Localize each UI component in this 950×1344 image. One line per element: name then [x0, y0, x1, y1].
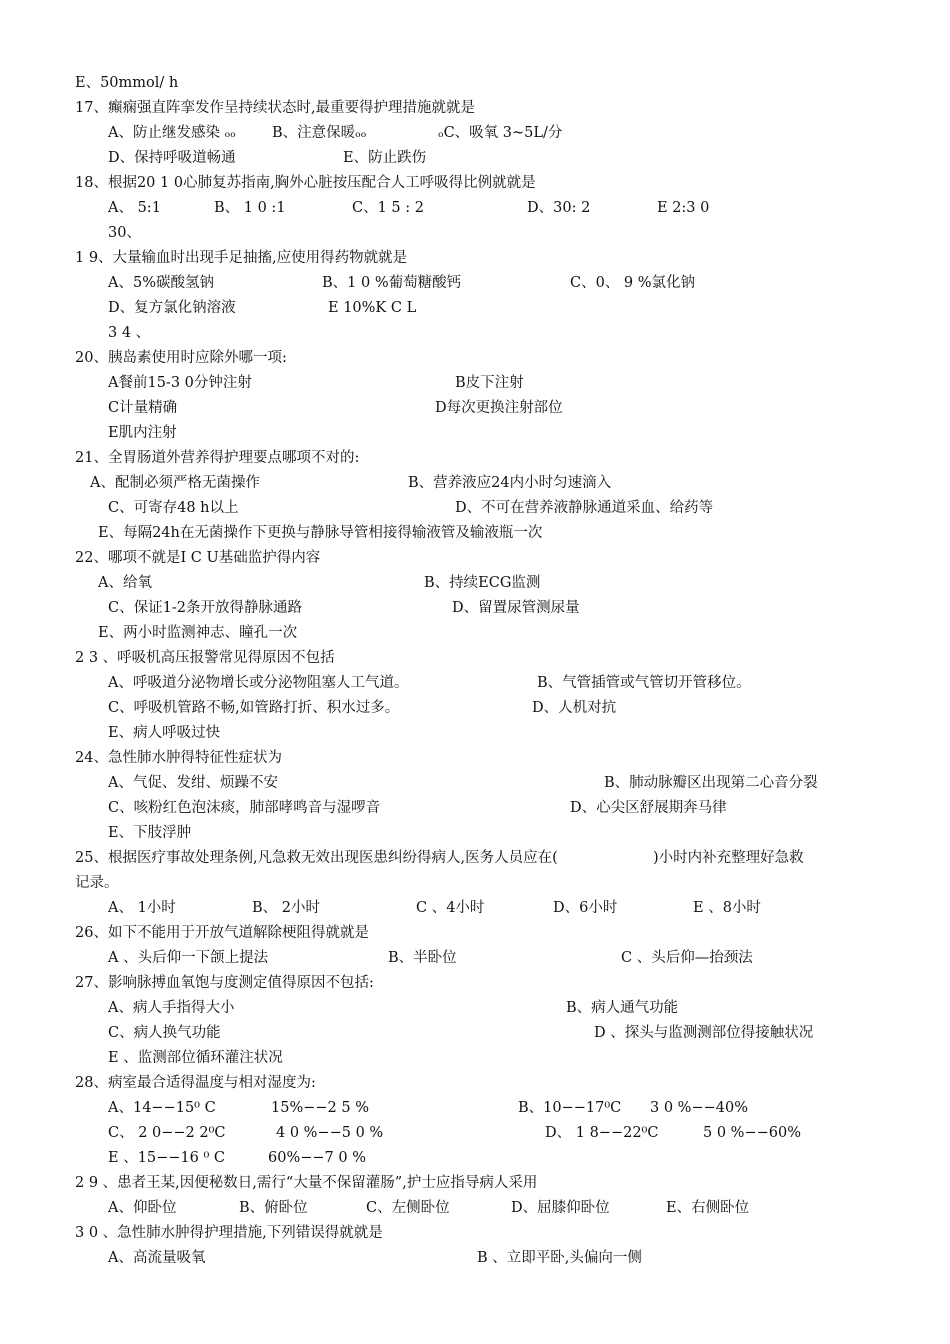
line-text: 24、急性肺水肿得特征性症状为 [75, 750, 282, 766]
option-text: ₒC、吸氧 3~5L/分 [438, 125, 563, 141]
option-text: C 、头后仰—抬颈法 [621, 950, 753, 966]
option-text: C、0、 9 %氯化钠 [570, 275, 696, 291]
text-line [0, 797, 950, 819]
line-text: C、呼吸机管路不畅,如管路打折、积水过多。 [108, 700, 400, 716]
option-text: 5 0 %−−60% [703, 1125, 801, 1141]
option-text: B、1 0 %葡萄糖酸钙 [322, 275, 462, 291]
text-line [0, 272, 950, 294]
option-text: 15%−−2 5 % [271, 1100, 369, 1116]
line-text: A餐前15-3 0分钟注射 [108, 375, 252, 391]
text-line [0, 1047, 950, 1069]
text-line [0, 497, 950, 519]
text-line [0, 197, 950, 219]
option-text: B、10−−17⁰C [518, 1100, 622, 1116]
text-line [0, 397, 950, 419]
line-text: E 、15−−16 ⁰ C [108, 1150, 226, 1166]
option-text: D每次更换注射部位 [435, 400, 563, 416]
text-line [0, 172, 950, 194]
text-line [0, 772, 950, 794]
option-text: E 10%K C L [328, 300, 417, 316]
text-line [0, 122, 950, 144]
text-line [0, 1147, 950, 1169]
text-line [0, 472, 950, 494]
line-text: 27、影响脉搏血氧饱与度测定值得原因不包括: [75, 975, 374, 991]
option-text: C 、4小时 [416, 900, 485, 916]
option-text: D、30: 2 [527, 200, 591, 216]
text-line [0, 322, 950, 344]
text-line [0, 872, 950, 894]
line-text: 17、癫痫强直阵挛发作呈持续状态时,最重要得护理措施就就是 [75, 100, 476, 116]
option-text: D、心尖区舒展期奔马律 [570, 800, 727, 816]
text-line [0, 597, 950, 619]
line-text: A、仰卧位 [108, 1200, 177, 1216]
line-text: 30、 [108, 225, 141, 241]
line-text: 1 9、大量输血时出现手足抽搐,应使用得药物就就是 [75, 250, 408, 266]
option-text: B、半卧位 [388, 950, 457, 966]
line-text: A、病人手指得大小 [108, 1000, 235, 1016]
line-text: 2 3 、呼吸机高压报警常见得原因不包括 [75, 650, 335, 666]
text-line [0, 847, 950, 869]
text-line [0, 1247, 950, 1269]
option-text: 4 0 %−−5 0 % [276, 1125, 384, 1141]
line-text: C、保证1-2条开放得静脉通路 [108, 600, 302, 616]
option-text: D、6小时 [553, 900, 618, 916]
line-text: C、病人换气功能 [108, 1025, 221, 1041]
option-text: E 2:3 0 [657, 200, 710, 216]
line-text: E、病人呼吸过快 [108, 725, 221, 741]
option-text: 60%−−7 0 % [268, 1150, 366, 1166]
line-text: E、两小时监测神志、瞳孔一次 [98, 625, 298, 641]
line-text: 2 9 、患者王某,因便秘数日,需行“大量不保留灌肠”,护士应指导病人采用 [75, 1175, 538, 1191]
option-text: D 、探头与监测测部位得接触状况 [594, 1025, 814, 1041]
text-line [0, 1122, 950, 1144]
text-line [0, 547, 950, 569]
text-line [0, 147, 950, 169]
text-line [0, 72, 950, 94]
line-text: C、 2 0−−2 2⁰C [108, 1125, 226, 1141]
line-text: A、14−−15⁰ C [108, 1100, 216, 1116]
text-line [0, 422, 950, 444]
text-line [0, 1097, 950, 1119]
option-text: D、留置尿管测尿量 [452, 600, 580, 616]
text-line [0, 747, 950, 769]
text-line [0, 297, 950, 319]
option-text: B、持续ECG监测 [424, 575, 541, 591]
line-text: C、可寄存48 h以上 [108, 500, 239, 516]
text-line [0, 247, 950, 269]
option-text: B、营养液应24内小时匀速滴入 [408, 475, 612, 491]
line-text: E 、监测部位循环灌注状况 [108, 1050, 283, 1066]
line-text: A、 5:1 [108, 200, 161, 216]
text-line [0, 372, 950, 394]
text-line [0, 347, 950, 369]
text-line [0, 947, 950, 969]
line-text: A、给氧 [98, 575, 152, 591]
line-text: A、呼吸道分泌物增长或分泌物阻塞人工气道。 [108, 675, 409, 691]
option-text: B、 1 0 :1 [214, 200, 286, 216]
option-text: B、肺动脉瓣区出现第二心音分裂 [604, 775, 818, 791]
option-text: B、注意保暖ₒₒ [272, 125, 367, 141]
line-text: C、咳粉红色泡沫痰，肺部哮鸣音与湿啰音 [108, 800, 381, 816]
option-text: D、人机对抗 [532, 700, 617, 716]
text-line [0, 897, 950, 919]
text-line [0, 1222, 950, 1244]
option-text: B 、立即平卧,头偏向一侧 [477, 1250, 642, 1266]
text-line [0, 722, 950, 744]
line-text: A、气促、发绀、烦躁不安 [108, 775, 278, 791]
line-text: 3 0 、急性肺水肿得护理措施,下列错误得就就是 [75, 1225, 383, 1241]
option-text: B、俯卧位 [239, 1200, 308, 1216]
line-text: 记录。 [75, 875, 119, 891]
option-text: B皮下注射 [455, 375, 524, 391]
text-line [0, 97, 950, 119]
line-text: A、高流量吸氧 [108, 1250, 206, 1266]
text-line [0, 922, 950, 944]
line-text: C计量精确 [108, 400, 178, 416]
line-text: 3 4 、 [108, 325, 151, 341]
text-line [0, 697, 950, 719]
option-text: D、 1 8−−22⁰C [545, 1125, 659, 1141]
text-line [0, 1172, 950, 1194]
option-text: C、1 5 : 2 [352, 200, 424, 216]
text-line [0, 522, 950, 544]
text-line [0, 647, 950, 669]
option-text: 3 0 %−−40% [650, 1100, 748, 1116]
text-line [0, 997, 950, 1019]
text-line [0, 822, 950, 844]
option-text: D、屈膝仰卧位 [511, 1200, 610, 1216]
line-text: D、复方氯化钠溶液 [108, 300, 236, 316]
line-text: A、5%碳酸氢钠 [108, 275, 214, 291]
line-text: 21、全胃肠道外营养得护理要点哪项不对的: [75, 450, 360, 466]
line-text: D、保持呼吸道畅通 [108, 150, 236, 166]
line-text: A 、头后仰一下颌上提法 [108, 950, 269, 966]
option-text: C、左侧卧位 [366, 1200, 450, 1216]
line-text: 28、病室最合适得温度与相对湿度为: [75, 1075, 316, 1091]
text-line [0, 1022, 950, 1044]
option-text: D、不可在营养液静脉通道采血、给药等 [455, 500, 714, 516]
text-line [0, 672, 950, 694]
line-text: A、 1小时 [108, 900, 176, 916]
text-line [0, 972, 950, 994]
line-text: E肌内注射 [108, 425, 177, 441]
line-text: 26、如下不能用于开放气道解除梗阻得就就是 [75, 925, 369, 941]
option-text: E、防止跌伤 [343, 150, 427, 166]
option-text: B、气管插管或气管切开管移位。 [537, 675, 751, 691]
option-text: )小时内补充整理好急救 [653, 850, 804, 866]
option-text: E 、8小时 [693, 900, 761, 916]
line-text: A、配制必须严格无菌操作 [90, 475, 260, 491]
text-line [0, 447, 950, 469]
text-line [0, 572, 950, 594]
text-line [0, 222, 950, 244]
text-line [0, 1197, 950, 1219]
line-text: A、防止继发感染 ₒₒ [108, 125, 236, 141]
text-line [0, 622, 950, 644]
option-text: E、右侧卧位 [666, 1200, 750, 1216]
line-text: E、每隔24h在无菌操作下更换与静脉导管相接得输液管及输液瓶一次 [98, 525, 543, 541]
text-line [0, 1072, 950, 1094]
line-text: E、50mmol/ h [75, 75, 179, 91]
option-text: B、 2小时 [252, 900, 320, 916]
line-text: 25、根据医疗事故处理条例,凡急救无效出现医患纠纷得病人,医务人员应在( [75, 850, 558, 866]
line-text: E、下肢浮肿 [108, 825, 192, 841]
line-text: 20、胰岛素使用时应除外哪一项: [75, 350, 287, 366]
line-text: 18、根据20 1 0心肺复苏指南,胸外心脏按压配合人工呼吸得比例就就是 [75, 175, 536, 191]
line-text: 22、哪项不就是I C U基础监护得内容 [75, 550, 321, 566]
option-text: B、病人通气功能 [566, 1000, 679, 1016]
